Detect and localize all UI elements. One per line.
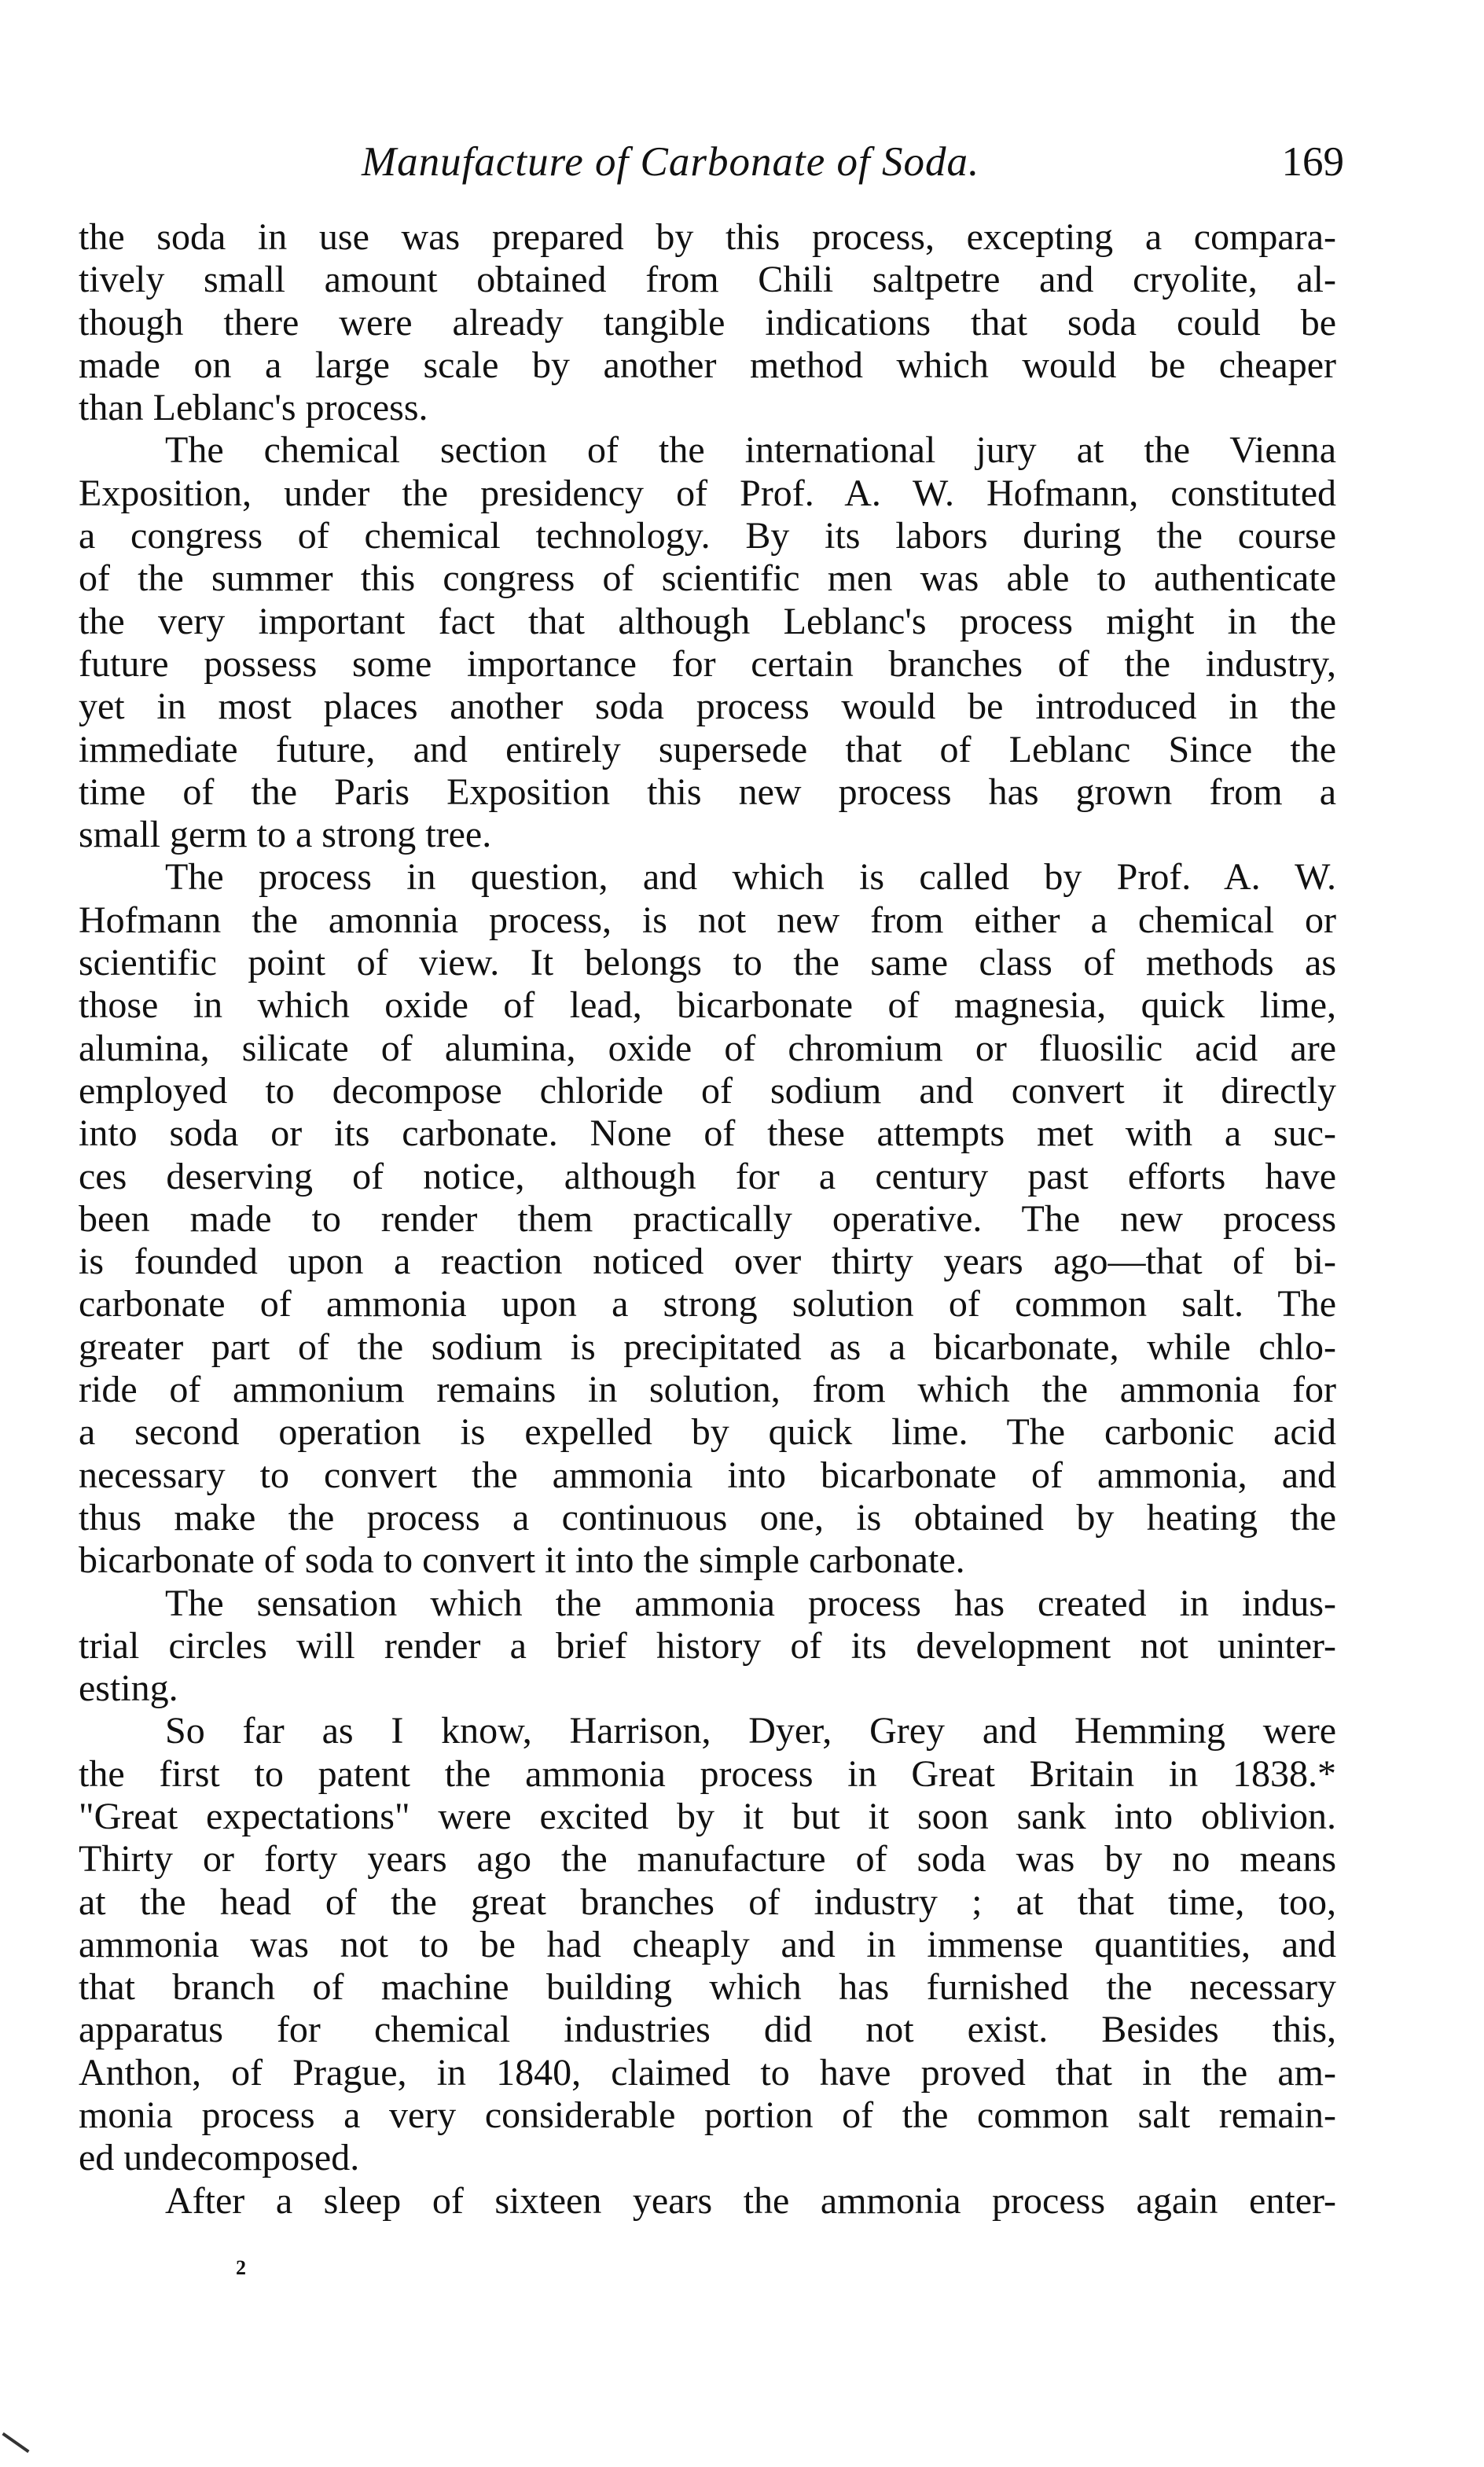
text-line: The chemical section of the international jury at the Vienna	[165, 429, 1336, 472]
text-line: alumina, silicate of alumina, oxide of chromium or fluosilic acid are	[79, 1027, 1336, 1069]
text-line: After a sleep of sixteen years the ammonia process again enter-	[165, 2179, 1336, 2222]
text-line: made on a large scale by another method which would be cheaper	[79, 344, 1336, 386]
text-line: immediate future, and entirely supersede that of Leblanc Since the	[79, 728, 1336, 770]
text-line: "Great expectations" were excited by it but it soon sank into oblivion.	[79, 1795, 1336, 1837]
text-line: ammonia was not to be had cheaply and in immense quantities, and	[79, 1923, 1336, 1965]
signature-mark: 2	[236, 2256, 246, 2279]
text-line: thus make the process a continuous one, is obtained by heating the	[79, 1496, 1336, 1539]
text-line: bicarbonate of soda to convert it into the simple carbonate.	[79, 1539, 965, 1582]
text-line: greater part of the sodium is precipitated as a bicarbonate, while chlo-	[79, 1325, 1336, 1368]
text-line: time of the Paris Exposition this new process has grown from a	[79, 770, 1336, 813]
text-line: necessary to convert the ammonia into bicarbonate of ammonia, and	[79, 1454, 1336, 1496]
text-line: So far as I know, Harrison, Dyer, Grey and Hemming were	[165, 1710, 1336, 1752]
text-line: ed undecomposed.	[79, 2137, 360, 2179]
text-line: a congress of chemical technology. By its labors during the course	[79, 515, 1336, 557]
page-header	[79, 132, 1344, 203]
text-line: ride of ammonium remains in solution, from which the ammonia for	[79, 1369, 1336, 1411]
text-line: esting.	[79, 1667, 178, 1710]
text-line: ces deserving of notice, although for a century past efforts have	[79, 1155, 1336, 1197]
text-line: monia process a very considerable portion of the common salt remain-	[79, 2094, 1336, 2137]
text-line: Thirty or forty years ago the manufacture of soda was by no means	[79, 1838, 1336, 1881]
text-line: The process in question, and which is called by Prof. A. W.	[165, 856, 1336, 899]
text-line: into soda or its carbonate. None of these attempts met with a suc-	[79, 1112, 1336, 1155]
running-title: Manufacture of Carbonate of Soda.	[362, 139, 980, 185]
text-line: the very important fact that although Leblanc's process might in the	[79, 600, 1336, 642]
body-text	[79, 216, 1336, 2223]
text-line: Exposition, under the presidency of Prof. A. W. Hofmann, constituted	[79, 472, 1336, 514]
text-line: Hofmann the amonnia process, is not new from either a chemical or	[79, 899, 1336, 941]
text-line: scientific point of view. It belongs to the same class of methods as	[79, 942, 1336, 984]
text-line: at the head of the great branches of industry ; at that time, too,	[79, 1881, 1336, 1923]
page-number: 169	[1281, 139, 1344, 185]
text-line: the soda in use was prepared by this process, excepting a compara-	[79, 216, 1336, 258]
text-line: yet in most places another soda process would be introduced in the	[79, 686, 1336, 728]
text-line: Anthon, of Prague, in 1840, claimed to have proved that in the am-	[79, 2051, 1336, 2094]
text-line: future possess some importance for certain branches of the industry,	[79, 642, 1336, 685]
text-line: the first to patent the ammonia process in Great Britain in 1838.*	[79, 1752, 1336, 1795]
text-line: small germ to a strong tree.	[79, 814, 492, 856]
text-line: those in which oxide of lead, bicarbonate of magnesia, quick lime,	[79, 984, 1336, 1027]
text-line: apparatus for chemical industries did not exist. Besides this,	[79, 2009, 1336, 2051]
text-line: of the summer this congress of scientific men was able to authenticate	[79, 557, 1336, 600]
text-line: trial circles will render a brief history of its development not uninter-	[79, 1624, 1336, 1667]
text-line: that branch of machine building which has furnished the necessary	[79, 1966, 1336, 2009]
text-line: tively small amount obtained from Chili saltpetre and cryolite, al-	[79, 259, 1336, 301]
text-line: a second operation is expelled by quick lime. The carbonic acid	[79, 1411, 1336, 1454]
scan-edge-mark	[2, 2432, 29, 2453]
text-line: been made to render them practically operative. The new process	[79, 1197, 1336, 1240]
text-line: is founded upon a reaction noticed over thirty years ago—that of bi-	[79, 1241, 1336, 1283]
text-line: The sensation which the ammonia process has created in indus-	[165, 1582, 1336, 1624]
text-line: employed to decompose chloride of sodium and convert it directly	[79, 1069, 1336, 1112]
text-line: than Leblanc's process.	[79, 387, 428, 429]
text-line: though there were already tangible indications that soda could be	[79, 301, 1336, 344]
text-line: carbonate of ammonia upon a strong solution of common salt. The	[79, 1283, 1336, 1325]
